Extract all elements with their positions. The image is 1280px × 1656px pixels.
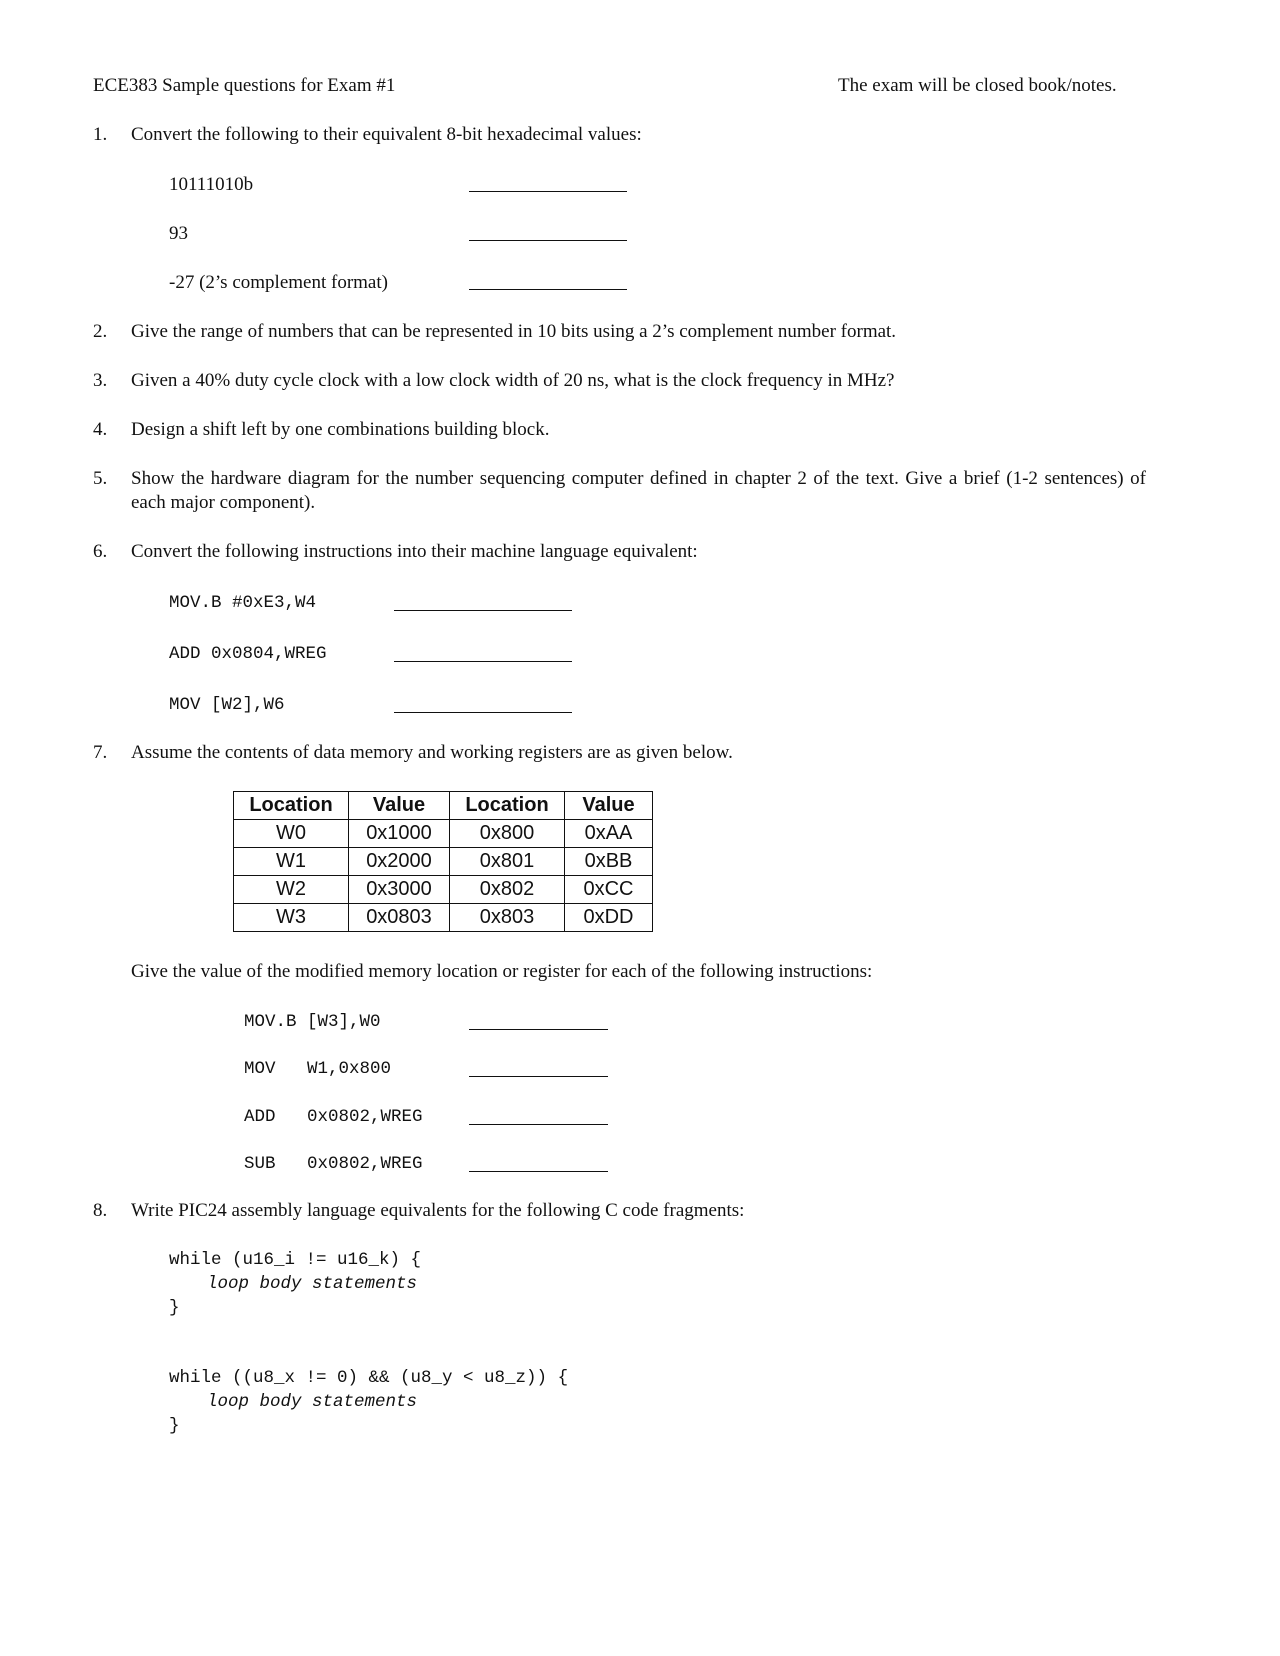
code-fragment-1-line-3: } bbox=[169, 1298, 180, 1318]
table-cell: 0xAA bbox=[565, 820, 653, 848]
code-fragment-1-line-2: loop body statements bbox=[207, 1274, 418, 1294]
q2-text: Give the range of numbers that can be represented in 10 bits using a 2’s complement number format. bbox=[131, 321, 897, 342]
table-row bbox=[234, 876, 653, 904]
table-cell: 0x1000 bbox=[349, 820, 450, 848]
q6-answer-blank-1[interactable] bbox=[394, 610, 572, 611]
table-header: Location bbox=[234, 792, 349, 820]
q7-instruction-4: SUB 0x0802,WREG bbox=[244, 1154, 423, 1174]
table-cell: W1 bbox=[234, 848, 349, 876]
table-cell: 0x3000 bbox=[349, 876, 450, 904]
q7-answer-blank-1[interactable] bbox=[469, 1029, 608, 1030]
q4-text: Design a shift left by one combinations building block. bbox=[131, 419, 550, 440]
q7-text-2: Give the value of the modified memory location or register for each of the following instructions: bbox=[131, 961, 873, 982]
code-fragment-2-line-1: while ((u8_x != 0) && (u8_y < u8_z)) { bbox=[169, 1368, 569, 1388]
q1-item-2: 93 bbox=[169, 223, 188, 244]
q7-instruction-3: ADD 0x0802,WREG bbox=[244, 1107, 423, 1127]
table-cell: 0x800 bbox=[450, 820, 565, 848]
q7-number: 7. bbox=[93, 742, 108, 763]
memory-table-header-row bbox=[234, 792, 653, 820]
q2-number: 2. bbox=[93, 321, 108, 342]
table-cell: 0x0803 bbox=[349, 904, 450, 932]
table-cell: 0xCC bbox=[565, 876, 653, 904]
code-fragment-2-line-2: loop body statements bbox=[207, 1392, 418, 1412]
q5-text: Show the hardware diagram for the number sequencing computer defined in chapter 2 of the text. Give a brief (1-2 sentences) of each major component). bbox=[131, 468, 1146, 513]
q7-answer-blank-3[interactable] bbox=[469, 1124, 608, 1125]
q4-number: 4. bbox=[93, 419, 108, 440]
q1-number: 1. bbox=[93, 124, 108, 145]
q1-text: Convert the following to their equivalent 8-bit hexadecimal values: bbox=[131, 124, 642, 145]
q7-answer-blank-4[interactable] bbox=[469, 1171, 608, 1172]
q8-text: Write PIC24 assembly language equivalents for the following C code fragments: bbox=[131, 1200, 745, 1221]
q1-answer-blank-2[interactable] bbox=[469, 240, 627, 241]
table-cell: 0x802 bbox=[450, 876, 565, 904]
q8-number: 8. bbox=[93, 1200, 108, 1221]
q1-item-3: -27 (2’s complement format) bbox=[169, 272, 388, 293]
q7-instruction-2: MOV W1,0x800 bbox=[244, 1059, 392, 1079]
q3-text: Given a 40% duty cycle clock with a low clock width of 20 ns, what is the clock frequency in MHz? bbox=[131, 370, 895, 391]
table-header: Location bbox=[450, 792, 565, 820]
table-cell: 0xBB bbox=[565, 848, 653, 876]
q6-instruction-3: MOV [W2],W6 bbox=[169, 695, 285, 715]
q6-answer-blank-2[interactable] bbox=[394, 661, 572, 662]
table-header: Value bbox=[349, 792, 450, 820]
table-cell: W3 bbox=[234, 904, 349, 932]
code-fragment-1-line-1: while (u16_i != u16_k) { bbox=[169, 1250, 422, 1270]
q1-answer-blank-3[interactable] bbox=[469, 289, 627, 290]
q6-number: 6. bbox=[93, 541, 108, 562]
q6-text: Convert the following instructions into their machine language equivalent: bbox=[131, 541, 698, 562]
table-cell: W2 bbox=[234, 876, 349, 904]
q6-instruction-1: MOV.B #0xE3,W4 bbox=[169, 593, 317, 613]
q7-answer-blank-2[interactable] bbox=[469, 1076, 608, 1077]
memory-table bbox=[233, 791, 653, 932]
page-title: ECE383 Sample questions for Exam #1 bbox=[93, 75, 396, 96]
table-cell: 0xDD bbox=[565, 904, 653, 932]
table-cell: W0 bbox=[234, 820, 349, 848]
q5-number: 5. bbox=[93, 468, 108, 489]
q1-answer-blank-1[interactable] bbox=[469, 191, 627, 192]
q1-item-1: 10111010b bbox=[169, 174, 254, 195]
q6-instruction-2: ADD 0x0804,WREG bbox=[169, 644, 327, 664]
table-row bbox=[234, 848, 653, 876]
table-header: Value bbox=[565, 792, 653, 820]
q7-instruction-1: MOV.B [W3],W0 bbox=[244, 1012, 381, 1032]
q7-text: Assume the contents of data memory and working registers are as given below. bbox=[131, 742, 733, 763]
table-cell: 0x803 bbox=[450, 904, 565, 932]
table-row bbox=[234, 820, 653, 848]
code-fragment-2-line-3: } bbox=[169, 1416, 180, 1436]
q3-number: 3. bbox=[93, 370, 108, 391]
q6-answer-blank-3[interactable] bbox=[394, 712, 572, 713]
table-cell: 0x2000 bbox=[349, 848, 450, 876]
exam-note: The exam will be closed book/notes. bbox=[838, 75, 1117, 96]
table-cell: 0x801 bbox=[450, 848, 565, 876]
table-row bbox=[234, 904, 653, 932]
